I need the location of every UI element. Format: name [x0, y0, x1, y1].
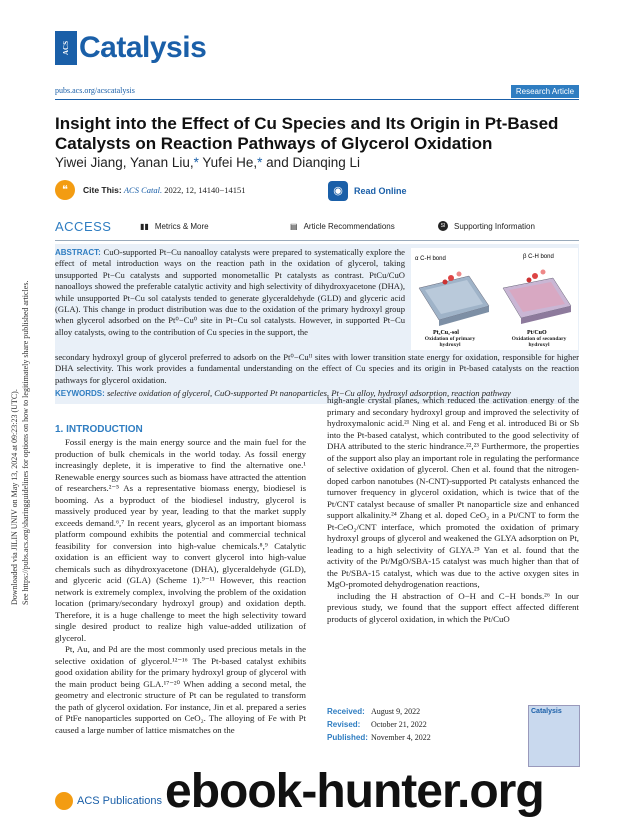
metrics-label: Metrics & More	[154, 221, 209, 231]
toc-right-catalyst: Pt/CuO	[527, 330, 547, 336]
download-notice	[10, 265, 30, 605]
read-online-button[interactable]	[328, 180, 407, 201]
column-right	[327, 395, 579, 625]
citation-text	[83, 185, 246, 195]
toc-right-caption: Oxidation of secondary hydroxyl	[511, 336, 567, 348]
access-label: ACCESS	[55, 218, 112, 234]
quote-icon: ❝	[55, 180, 75, 200]
toc-left-bond: α C-H bond	[415, 256, 446, 262]
cite-this-box[interactable]	[55, 179, 308, 201]
intro-paragraph: high-angle crystal planes, which reduced the activation energy of the primary and secondary hydroxyl group and improved the selectivity of hydroxymalonic acid.²¹ Ning et al. and Feng et al. introduced Bi or Sb into the Pt-based catalyst, which contributed to the good selectivity of DHA attributed to the steric hindrance.²²,²³ Furthermore, the properties of the support also play an important role in regulating the performance of selective oxidation of glycerol. Chen et al. found that the nitrogen-doped carbon nanotubes (N-CNT)-supported Pt catalysts enhanced the turnover frequency in glycerol oxidation, which is twice that of the Pt/CNT catalyst because of smaller Pt nanoparticle size and enhanced support alkalinity.²⁴ Zhang et al. doped CeO₂ in a Pt/CNT to form the Pt-CeO₂/CNT interface, which promoted the oxidation of primary hydroxyl groups of glycerol and weakened the GLYA adsorption on Pt, leading to a high selectivity of GLYA.²⁵ Yan et al. found that the activity of the Pt/MgO/SBA-15 catalyst was much higher than that of the Pt/SBA-15 catalyst, which was due to the active oxygen sites in MgO-promoted dehydrogenation reactions,	[327, 395, 579, 589]
acs-pub-icon	[55, 792, 73, 810]
author-names-1[interactable]: Yiwei Jiang, Yanan Liu,	[55, 155, 194, 170]
cite-label: Cite This:	[83, 185, 122, 195]
abstract-text-part2: secondary hydroxyl group of glycerol preferred to adsorb on the Pt⁰−Cuᴵᴵ sites with lower transition state energy for oxidation, responsible for higher DHA selectivity. This work provides a fundamental understanding on the effect of Cu species and its origin in Pt-based catalysts on the reaction pathways for glycerol oxidation.	[55, 352, 579, 385]
journal-logo	[55, 31, 206, 65]
watermark: ebook-hunter.org	[165, 765, 544, 818]
supporting-label: Supporting Information	[454, 221, 535, 231]
cite-ref: 2022, 12, 14140−14151	[162, 185, 246, 195]
keywords-list: selective oxidation of glycerol, CuO-supported Pt nanoparticles, Pt−Cu alloy, hydroxyl adsorption, reaction pathway	[106, 388, 511, 398]
toc-left-catalyst: Pt₃Cu₁-sol	[433, 330, 459, 336]
revised-date: October 21, 2022	[371, 720, 427, 729]
article-title: Insight into the Effect of Cu Species and Its Origin in Pt-Based Catalysts on Reaction Pathways of Glycerol Oxidation	[55, 114, 559, 153]
author-names-3[interactable]: and Dianqing Li	[262, 155, 360, 170]
abstract-label: ABSTRACT:	[55, 248, 101, 257]
article-type-badge: Research Article	[511, 85, 579, 98]
read-online-label: Read Online	[354, 185, 407, 196]
toc-graphic	[411, 248, 578, 350]
published-date: November 4, 2022	[371, 733, 431, 742]
download-line-2[interactable]: See https://pubs.acs.org/sharingguidelines for options on how to legitimately share published articles.	[21, 280, 30, 605]
acs-publications-logo[interactable]	[55, 792, 162, 810]
access-bar	[55, 216, 579, 236]
section-heading: 1. INTRODUCTION	[55, 424, 143, 435]
recommendations-link[interactable]	[290, 222, 438, 231]
download-line-1: Downloaded via JILIN UNIV on May 13, 2024 at 09:23:23 (UTC).	[10, 389, 19, 605]
journal-name: Catalysis	[79, 31, 207, 64]
revised-label: Revised:	[327, 720, 361, 729]
journal-cover-thumbnail[interactable]	[528, 705, 580, 767]
published-label: Published:	[327, 733, 368, 742]
abstract-text-part1	[55, 247, 405, 338]
header-rule	[55, 99, 579, 100]
author-list	[55, 155, 360, 170]
toc-right-bond: β C-H bond	[523, 254, 554, 260]
toc-illustration	[411, 248, 578, 350]
publication-dates	[327, 705, 507, 744]
metrics-link[interactable]	[140, 222, 290, 231]
received-label: Received:	[327, 707, 365, 716]
corresponding-star[interactable]: *	[193, 155, 199, 170]
abstract-body-1: CuO-supported Pt−Cu nanoalloy catalysts were prepared to systematically explore the effect of metal introduction ways on the reaction path in the oxidation of glycerol, taking unsupported Pt−Cu catalysts and supported monometallic Pt catalysts as contrast. PtCu/CuO nanoalloys showed the preferable catalytic activity and high selectivity of dihydroxyacetone (DHA), while unsupported Pt−Cu sol catalysts tended to generate glyceraldehyde (GLD) and glyceric acid (GLA). This change in product distribution was due to the oxidation of the primary hydroxyl group when glycerol adsorbed on the Pt⁰−Cu⁰ site in Pt−Cu sol catalysts. However, in supported Pt−Cu alloy catalysts, owing to the contribution of Cu species in the support, the	[55, 247, 405, 337]
recommendations-label: Article Recommendations	[303, 221, 395, 231]
cover-title: Catalysis	[531, 708, 562, 715]
document-icon: ▤	[290, 221, 298, 231]
intro-paragraph: including the H abstraction of O−H and C−H bonds.²⁶ In our previous study, we found that the support effect affected different products of glycerol oxidation, in which the Pt/CuO	[327, 590, 579, 624]
cuo-lattice	[503, 270, 571, 325]
column-left	[55, 437, 306, 736]
read-online-icon: ◉	[328, 181, 348, 201]
supporting-info-link[interactable]	[438, 221, 535, 231]
keywords-label: KEYWORDS:	[55, 389, 105, 398]
access-rule	[55, 240, 579, 241]
toc-left-caption: Oxidation of primary hydroxyl	[424, 336, 476, 348]
journal-url[interactable]: pubs.acs.org/acscatalysis	[55, 86, 135, 95]
si-icon: SI	[438, 221, 448, 231]
corresponding-star[interactable]: *	[257, 155, 263, 170]
author-names-2[interactable]: Yufei He,	[198, 155, 258, 170]
intro-paragraph: Fossil energy is the main energy source and the main fuel for the production of bulk chemicals in the world today. As fossil energy increasingly deplete, it is imperative to find the alternative one.¹ Renewable energy sources such as biomass have attracted the attention of researchers.²⁻⁵ As a representative biomass energy, biodiesel is booming. As a byproduct of the biodiesel industry, glycerol is massively produced year by year, leading to that the market supply exceeds demand.⁶,⁷ In recent years, glycerol as an important biomass platform compound exhibits the potential and commercial technical feasibility for conversion into high-value chemicals.⁸,⁹ Catalytic oxidation is an efficient way to convert glycerol into high-value chemicals such as dihydroxyacetone (DHA), glyceraldehyde (GLD), and glyceric acid (GLA) (Scheme 1).⁹⁻¹¹ However, this reaction network is extremely complex, involving the problem of the oxidation location (primary/secondary hydroxyl group) and oxidation depth. Therefore, it is a huge challenge to meet the high selectivity toward single desired product to realize high value-added utilization of glycerol.	[55, 437, 306, 643]
publisher-name: ACS Publications	[77, 795, 162, 807]
intro-paragraph: Pt, Au, and Pd are the most commonly used precious metals in the selective oxidation of glycerol.¹²⁻¹⁶ The Pt-based catalyst exhibits good oxidation ability for the primary hydroxyl group of glycerol with the main product being GLA.¹⁷⁻²⁰ When adding a second metal, the geometry and electronic structure of Pt can be regulated to transform the path of glycerol oxidation. For instance, Jin et al. prepared a series of PtFe nanoparticles supported on CeO₂. The alloying of Fe with Pt caused a large number of lattice mismatches on the	[55, 644, 306, 735]
cite-journal: ACS Catal.	[123, 185, 163, 195]
bar-chart-icon: ▮▮	[140, 221, 149, 231]
received-date: August 9, 2022	[371, 707, 421, 716]
acs-logo-mark: ACS	[55, 31, 77, 65]
sol-lattice	[419, 272, 489, 327]
